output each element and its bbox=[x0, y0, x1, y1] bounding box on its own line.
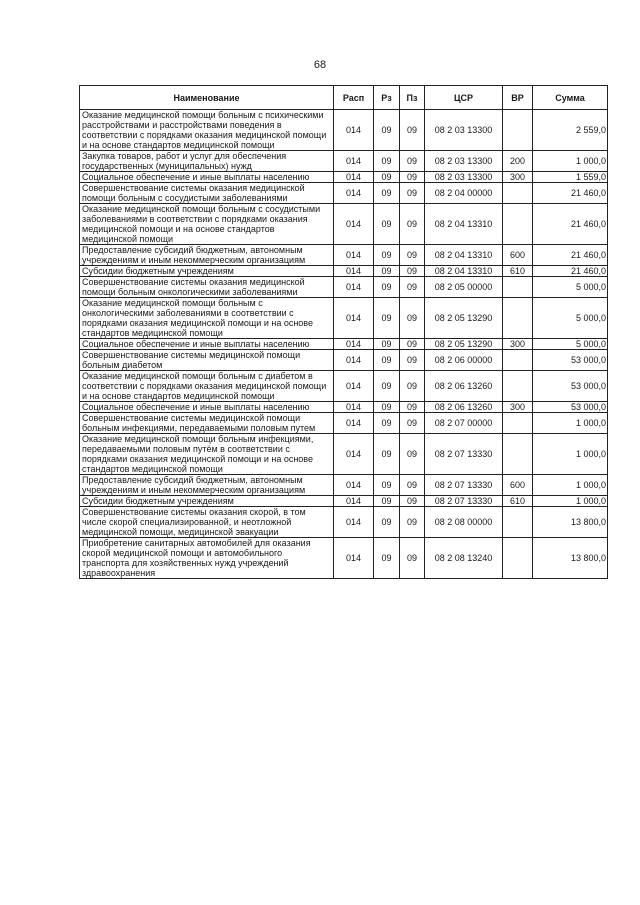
cell-csr: 08 2 04 13310 bbox=[425, 266, 503, 277]
cell-pz: 09 bbox=[400, 172, 425, 183]
cell-csr: 08 2 03 13300 bbox=[425, 151, 503, 172]
cell-rz: 09 bbox=[374, 350, 400, 371]
table-row bbox=[80, 110, 608, 151]
cell-csr: 08 2 07 13330 bbox=[425, 434, 503, 475]
table-row bbox=[80, 183, 608, 204]
cell-sum: 21 460,0 bbox=[533, 183, 608, 204]
header-csr: ЦСР bbox=[425, 86, 503, 110]
cell-rz: 09 bbox=[374, 496, 400, 507]
cell-rz: 09 bbox=[374, 172, 400, 183]
cell-pz: 09 bbox=[400, 496, 425, 507]
cell-csr: 08 2 06 13260 bbox=[425, 402, 503, 413]
table-row bbox=[80, 475, 608, 496]
cell-name: Совершенствование системы оказания скорой, в том числе скорой специализированной, и неотложной медицинской помощи, медицинской эвакуации bbox=[80, 507, 334, 538]
table-row bbox=[80, 339, 608, 350]
cell-csr: 08 2 07 00000 bbox=[425, 413, 503, 434]
cell-pz: 09 bbox=[400, 434, 425, 475]
cell-name: Оказание медицинской помощи больным с онкологическими заболеваниями в соответствии с порядками оказания медицинской помощи и на основе стандартов медицинской помощи bbox=[80, 298, 334, 339]
cell-name: Приобретение санитарных автомобилей для оказания скорой медицинской помощи и автомобильного транспорта для хозяйственных нужд учреждений здравоохранения bbox=[80, 538, 334, 579]
cell-vr: 300 bbox=[503, 172, 533, 183]
cell-name: Предоставление субсидий бюджетным, автономным учреждениям и иным некоммерческим организациям bbox=[80, 475, 334, 496]
cell-vr bbox=[503, 277, 533, 298]
cell-rasp: 014 bbox=[334, 434, 374, 475]
cell-sum: 1 000,0 bbox=[533, 434, 608, 475]
cell-name: Совершенствование системы медицинской помощи больным диабетом bbox=[80, 350, 334, 371]
header-rz: Рз bbox=[374, 86, 400, 110]
cell-rz: 09 bbox=[374, 183, 400, 204]
cell-rz: 09 bbox=[374, 434, 400, 475]
cell-rasp: 014 bbox=[334, 538, 374, 579]
cell-sum: 1 000,0 bbox=[533, 475, 608, 496]
cell-rasp: 014 bbox=[334, 172, 374, 183]
cell-name: Социальное обеспечение и иные выплаты населению bbox=[80, 172, 334, 183]
cell-rasp: 014 bbox=[334, 204, 374, 245]
cell-pz: 09 bbox=[400, 277, 425, 298]
cell-csr: 08 2 07 13330 bbox=[425, 496, 503, 507]
cell-rz: 09 bbox=[374, 339, 400, 350]
cell-sum: 5 000,0 bbox=[533, 298, 608, 339]
cell-csr: 08 2 06 00000 bbox=[425, 350, 503, 371]
cell-vr bbox=[503, 110, 533, 151]
cell-rasp: 014 bbox=[334, 339, 374, 350]
cell-pz: 09 bbox=[400, 475, 425, 496]
cell-rz: 09 bbox=[374, 402, 400, 413]
cell-pz: 09 bbox=[400, 245, 425, 266]
header-sum: Сумма bbox=[533, 86, 608, 110]
cell-sum: 2 559,0 bbox=[533, 110, 608, 151]
cell-name: Совершенствование системы оказания медицинской помощи больным онкологическими заболеваниями bbox=[80, 277, 334, 298]
table-row bbox=[80, 402, 608, 413]
cell-name: Предоставление субсидий бюджетным, автономным учреждениям и иным некоммерческим организациям bbox=[80, 245, 334, 266]
cell-csr: 08 2 05 13290 bbox=[425, 339, 503, 350]
cell-pz: 09 bbox=[400, 110, 425, 151]
cell-pz: 09 bbox=[400, 298, 425, 339]
cell-rasp: 014 bbox=[334, 183, 374, 204]
cell-pz: 09 bbox=[400, 339, 425, 350]
cell-rasp: 014 bbox=[334, 475, 374, 496]
cell-rasp: 014 bbox=[334, 507, 374, 538]
header-pz: Пз bbox=[400, 86, 425, 110]
cell-rasp: 014 bbox=[334, 266, 374, 277]
cell-pz: 09 bbox=[400, 151, 425, 172]
cell-vr bbox=[503, 413, 533, 434]
table-row bbox=[80, 538, 608, 579]
cell-vr: 600 bbox=[503, 475, 533, 496]
cell-name: Оказание медицинской помощи больным с психическими расстройствами и расстройствами поведения в соответствии с порядками оказания медицинской помощи и на основе стандартов медицинской помощи bbox=[80, 110, 334, 151]
cell-sum: 53 000,0 bbox=[533, 402, 608, 413]
cell-rasp: 014 bbox=[334, 245, 374, 266]
cell-sum: 5 000,0 bbox=[533, 339, 608, 350]
cell-rz: 09 bbox=[374, 507, 400, 538]
cell-name: Совершенствование системы медицинской помощи больным инфекциями, передаваемыми половым путем bbox=[80, 413, 334, 434]
cell-rasp: 014 bbox=[334, 110, 374, 151]
budget-table bbox=[79, 85, 608, 579]
cell-name: Субсидии бюджетным учреждениям bbox=[80, 266, 334, 277]
cell-vr: 300 bbox=[503, 402, 533, 413]
cell-sum: 1 000,0 bbox=[533, 151, 608, 172]
cell-csr: 08 2 04 13310 bbox=[425, 245, 503, 266]
cell-pz: 09 bbox=[400, 204, 425, 245]
cell-vr bbox=[503, 371, 533, 402]
cell-rasp: 014 bbox=[334, 298, 374, 339]
cell-sum: 5 000,0 bbox=[533, 277, 608, 298]
table-row bbox=[80, 496, 608, 507]
cell-pz: 09 bbox=[400, 266, 425, 277]
cell-rz: 09 bbox=[374, 110, 400, 151]
cell-vr: 200 bbox=[503, 151, 533, 172]
table-row bbox=[80, 172, 608, 183]
cell-rz: 09 bbox=[374, 371, 400, 402]
cell-vr bbox=[503, 183, 533, 204]
cell-csr: 08 2 04 00000 bbox=[425, 183, 503, 204]
cell-vr bbox=[503, 434, 533, 475]
cell-sum: 21 460,0 bbox=[533, 245, 608, 266]
header-rasp: Расп bbox=[334, 86, 374, 110]
cell-rasp: 014 bbox=[334, 496, 374, 507]
cell-csr: 08 2 08 00000 bbox=[425, 507, 503, 538]
cell-sum: 1 000,0 bbox=[533, 413, 608, 434]
header-vr: ВР bbox=[503, 86, 533, 110]
cell-sum: 21 460,0 bbox=[533, 266, 608, 277]
table-header-row bbox=[80, 86, 608, 110]
cell-rasp: 014 bbox=[334, 402, 374, 413]
cell-pz: 09 bbox=[400, 402, 425, 413]
cell-name: Совершенствование системы оказания медицинской помощи больным с сосудистыми заболеваниями bbox=[80, 183, 334, 204]
cell-pz: 09 bbox=[400, 183, 425, 204]
cell-pz: 09 bbox=[400, 413, 425, 434]
cell-rz: 09 bbox=[374, 538, 400, 579]
cell-csr: 08 2 05 00000 bbox=[425, 277, 503, 298]
cell-vr bbox=[503, 204, 533, 245]
cell-pz: 09 bbox=[400, 371, 425, 402]
cell-rz: 09 bbox=[374, 413, 400, 434]
cell-rz: 09 bbox=[374, 475, 400, 496]
cell-rz: 09 bbox=[374, 277, 400, 298]
cell-rz: 09 bbox=[374, 151, 400, 172]
cell-vr bbox=[503, 507, 533, 538]
cell-name: Оказание медицинской помощи больным с сосудистыми заболеваниями в соответствии с порядками оказания медицинской помощи и на основе стандартов медицинской помощи bbox=[80, 204, 334, 245]
table-row bbox=[80, 413, 608, 434]
cell-csr: 08 2 04 13310 bbox=[425, 204, 503, 245]
cell-sum: 21 460,0 bbox=[533, 204, 608, 245]
table-row bbox=[80, 350, 608, 371]
cell-csr: 08 2 05 13290 bbox=[425, 298, 503, 339]
page-number: 68 bbox=[313, 59, 327, 71]
cell-vr bbox=[503, 350, 533, 371]
cell-name: Оказание медицинской помощи больным инфекциями, передаваемыми половым путём в соответствии с порядками оказания медицинской помощи и на основе стандартов медицинской помощи bbox=[80, 434, 334, 475]
cell-sum: 13 800,0 bbox=[533, 538, 608, 579]
cell-vr: 610 bbox=[503, 266, 533, 277]
cell-rz: 09 bbox=[374, 245, 400, 266]
cell-csr: 08 2 08 13240 bbox=[425, 538, 503, 579]
cell-sum: 53 000,0 bbox=[533, 371, 608, 402]
cell-pz: 09 bbox=[400, 538, 425, 579]
cell-csr: 08 2 03 13300 bbox=[425, 172, 503, 183]
table-row bbox=[80, 245, 608, 266]
cell-name: Социальное обеспечение и иные выплаты населению bbox=[80, 339, 334, 350]
table-body bbox=[80, 110, 608, 579]
cell-pz: 09 bbox=[400, 507, 425, 538]
cell-rasp: 014 bbox=[334, 151, 374, 172]
cell-vr bbox=[503, 298, 533, 339]
table-row bbox=[80, 434, 608, 475]
table-row bbox=[80, 507, 608, 538]
cell-vr: 610 bbox=[503, 496, 533, 507]
table-row bbox=[80, 371, 608, 402]
table-row bbox=[80, 151, 608, 172]
cell-vr: 300 bbox=[503, 339, 533, 350]
cell-sum: 1 559,0 bbox=[533, 172, 608, 183]
table-row bbox=[80, 277, 608, 298]
table-row bbox=[80, 204, 608, 245]
cell-name: Социальное обеспечение и иные выплаты населению bbox=[80, 402, 334, 413]
cell-csr: 08 2 07 13330 bbox=[425, 475, 503, 496]
cell-csr: 08 2 03 13300 bbox=[425, 110, 503, 151]
cell-sum: 1 000,0 bbox=[533, 496, 608, 507]
cell-csr: 08 2 06 13260 bbox=[425, 371, 503, 402]
cell-sum: 53 000,0 bbox=[533, 350, 608, 371]
cell-vr bbox=[503, 538, 533, 579]
cell-name: Закупка товаров, работ и услуг для обеспечения государственных (муниципальных) нужд bbox=[80, 151, 334, 172]
table-row bbox=[80, 266, 608, 277]
cell-name: Оказание медицинской помощи больным с диабетом в соответствии с порядками оказания медицинской помощи и на основе стандартов медицинской помощи bbox=[80, 371, 334, 402]
cell-rasp: 014 bbox=[334, 371, 374, 402]
cell-name: Субсидии бюджетным учреждениям bbox=[80, 496, 334, 507]
cell-rz: 09 bbox=[374, 204, 400, 245]
header-name: Наименование bbox=[80, 86, 334, 110]
cell-rz: 09 bbox=[374, 298, 400, 339]
cell-sum: 13 800,0 bbox=[533, 507, 608, 538]
cell-vr: 600 bbox=[503, 245, 533, 266]
cell-rasp: 014 bbox=[334, 413, 374, 434]
cell-pz: 09 bbox=[400, 350, 425, 371]
cell-rz: 09 bbox=[374, 266, 400, 277]
table-row bbox=[80, 298, 608, 339]
cell-rasp: 014 bbox=[334, 350, 374, 371]
cell-rasp: 014 bbox=[334, 277, 374, 298]
